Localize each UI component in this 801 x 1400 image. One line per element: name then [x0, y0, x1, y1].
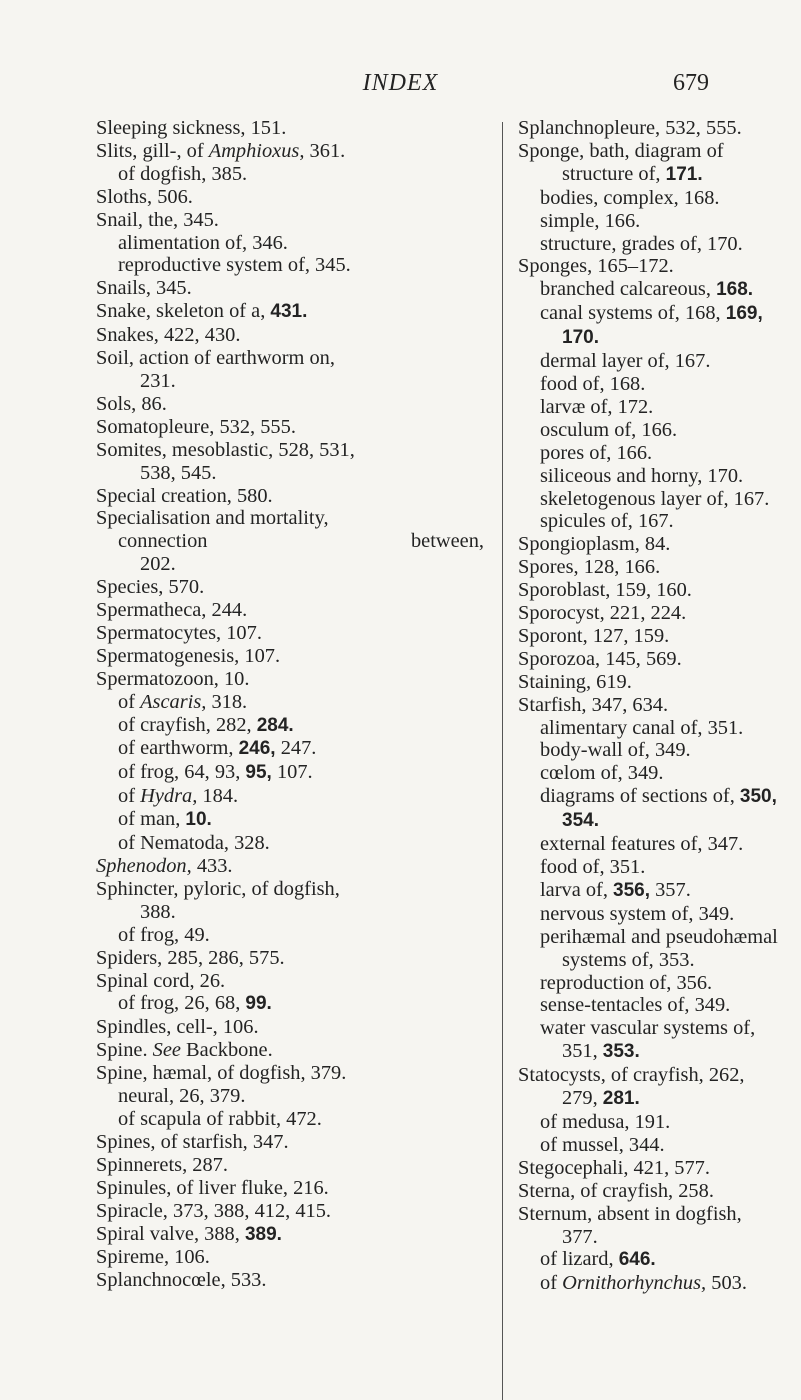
index-entry: Stegocephali, 421, 577.: [518, 1156, 710, 1179]
index-subentry: osculum of, 166.: [540, 418, 678, 441]
index-entry: Splanchnopleure, 532, 555.: [518, 117, 742, 139]
index-subentry: nervous system of, 349.: [540, 902, 735, 925]
index-subentry: dermal layer of, 167.: [540, 350, 711, 373]
index-entry: Spinal cord, 26.: [96, 969, 226, 992]
index-entry: Spine. See Backbone.: [96, 1039, 273, 1062]
index-entry: Sponge, bath, diagram of: [518, 139, 724, 162]
index-subentry: of frog, 49.: [118, 923, 210, 946]
index-subentry: of Hydra, 184.: [118, 785, 239, 808]
index-continuation: 377.: [562, 1225, 598, 1248]
index-continuation: systems of, 353.: [562, 948, 695, 971]
index-subentry: food of, 168.: [540, 372, 646, 395]
index-entry: Soil, action of earthworm on,: [96, 347, 335, 370]
index-entry: Sterna, of crayfish, 258.: [518, 1179, 714, 1202]
index-entry: Sponges, 165–172.: [518, 255, 674, 278]
index-subentry: skeletogenous layer of, 167.: [540, 487, 770, 510]
index-continuation: 354.: [562, 810, 599, 832]
index-entry: Sporozoa, 145, 569.: [518, 647, 682, 670]
index-entry: Spiracle, 373, 388, 412, 415.: [96, 1199, 332, 1222]
index-subentry: bodies, complex, 168.: [540, 186, 720, 209]
index-entry: Somites, mesoblastic, 528, 531,: [96, 438, 355, 461]
index-entry: Special creation, 580.: [96, 484, 273, 507]
index-entry: Sols, 86.: [96, 392, 167, 415]
running-title: INDEX: [362, 70, 439, 96]
index-entry: Spermatozoon, 10.: [96, 667, 250, 690]
index-entry: Spinules, of liver fluke, 216.: [96, 1176, 329, 1199]
index-entry: Spines, of starfish, 347.: [96, 1130, 289, 1153]
index-subentry: of Nematoda, 328.: [118, 832, 270, 855]
index-subentry: external features of, 347.: [540, 833, 744, 856]
index-entry: Splanchnocœle, 533.: [96, 1269, 267, 1292]
index-entry: Snake, skeleton of a, 431.: [96, 300, 308, 323]
index-subentry: sense-tentacles of, 349.: [540, 994, 731, 1017]
index-subentry: reproduction of, 356.: [540, 971, 713, 994]
index-continuation: 279, 281.: [562, 1087, 640, 1110]
index-continuation: 170.: [562, 327, 599, 349]
column-divider: [502, 122, 503, 1400]
index-entry: Spiders, 285, 286, 575.: [96, 946, 285, 969]
index-entry: Spermatheca, 244.: [96, 599, 248, 622]
index-subentry: larva of, 356, 357.: [540, 878, 691, 901]
index-subentry: food of, 351.: [540, 856, 646, 878]
index-subentry: of man, 10.: [118, 808, 212, 831]
index-continuation: 202.: [140, 553, 176, 576]
index-subentry: larvæ of, 172.: [540, 395, 654, 418]
index-entry: Sporont, 127, 159.: [518, 624, 670, 647]
index-column-right: [518, 117, 801, 1295]
index-subentry: structure, grades of, 170.: [540, 232, 743, 255]
index-subentry: neural, 26, 379.: [118, 1085, 246, 1108]
index-entry: Spinnerets, 287.: [96, 1153, 228, 1176]
index-entry: Spine, hæmal, of dogfish, 379.: [96, 1062, 347, 1085]
index-subentry: diagrams of sections of, 350,: [540, 785, 777, 808]
index-subentry: of frog, 26, 68, 99.: [118, 992, 272, 1015]
index-subentry: perihæmal and pseudohæmal: [540, 925, 778, 948]
index-entry: Sternum, absent in dogfish,: [518, 1202, 742, 1225]
index-subentry: of dogfish, 385.: [118, 162, 248, 185]
index-entry: Statocysts, of crayfish, 262,: [518, 1064, 745, 1087]
index-continuation: 538, 545.: [140, 461, 217, 484]
index-entry: Snakes, 422, 430.: [96, 324, 241, 347]
index-subentry: of lizard, 646.: [540, 1248, 656, 1271]
index-subentry: of scapula of rabbit, 472.: [118, 1107, 322, 1130]
index-entry: Somatopleure, 532, 555.: [96, 415, 296, 438]
index-entry: Sporoblast, 159, 160.: [518, 579, 692, 602]
index-continuation: 388.: [140, 900, 176, 923]
index-subentry: of crayfish, 282, 284.: [118, 713, 294, 736]
index-subentry: water vascular systems of,: [540, 1017, 756, 1040]
index-entry: Sphenodon, 433.: [96, 855, 233, 877]
index-subentry: of medusa, 191.: [540, 1110, 671, 1133]
index-entry: Spores, 128, 166.: [518, 556, 661, 579]
page-number: 679: [673, 70, 709, 96]
index-subentry: simple, 166.: [540, 209, 641, 232]
index-entry: Spiral valve, 388, 389.: [96, 1222, 282, 1245]
index-subentry: of frog, 64, 93, 95, 107.: [118, 761, 313, 784]
index-entry: Species, 570.: [96, 576, 205, 599]
index-subentry: cœlom of, 349.: [540, 762, 664, 785]
index-entry: Spongioplasm, 84.: [518, 533, 671, 556]
index-continuation: connection between,: [118, 530, 484, 553]
index-entry: Staining, 619.: [518, 670, 632, 693]
index-subentry: alimentation of, 346.: [118, 231, 288, 254]
index-subentry: of Ascaris, 318.: [118, 690, 248, 713]
index-entry: Sleeping sickness, 151.: [96, 117, 287, 139]
index-entry: Snails, 345.: [96, 277, 192, 300]
index-continuation: 231.: [140, 369, 176, 392]
index-entry: Snail, the, 345.: [96, 208, 219, 231]
index-continuation: 351, 353.: [562, 1040, 640, 1063]
index-subentry: spicules of, 167.: [540, 510, 674, 533]
index-entry: Spermatocytes, 107.: [96, 621, 262, 644]
page-header: [0, 70, 801, 100]
index-column-left: [96, 117, 484, 1292]
index-entry: Specialisation and mortality,: [96, 507, 329, 530]
index-subentry: canal systems of, 168, 169,: [540, 302, 763, 325]
index-subentry: alimentary canal of, 351.: [540, 716, 744, 739]
index-subentry: pores of, 166.: [540, 441, 653, 464]
index-entry: Spireme, 106.: [96, 1246, 210, 1269]
index-subentry: branched calcareous, 168.: [540, 278, 754, 301]
index-continuation: structure of, 171.: [562, 162, 703, 185]
index-subentry: reproductive system of, 345.: [118, 254, 351, 277]
index-subentry: body-wall of, 349.: [540, 739, 691, 762]
index-subentry: of earthworm, 246, 247.: [118, 737, 317, 760]
index-subentry: of Ornithorhynchus, 503.: [540, 1272, 747, 1295]
index-entry: Slits, gill-, of Amphioxus, 361.: [96, 139, 346, 162]
index-entry: Sloths, 506.: [96, 185, 193, 208]
index-entry: Spindles, cell-, 106.: [96, 1016, 259, 1039]
index-subentry: siliceous and horny, 170.: [540, 464, 744, 487]
index-entry: Spermatogenesis, 107.: [96, 644, 281, 667]
index-subentry: of mussel, 344.: [540, 1133, 665, 1156]
index-entry: Starfish, 347, 634.: [518, 693, 669, 716]
index-entry: Sporocyst, 221, 224.: [518, 602, 687, 625]
index-entry: Sphincter, pyloric, of dogfish,: [96, 877, 340, 900]
